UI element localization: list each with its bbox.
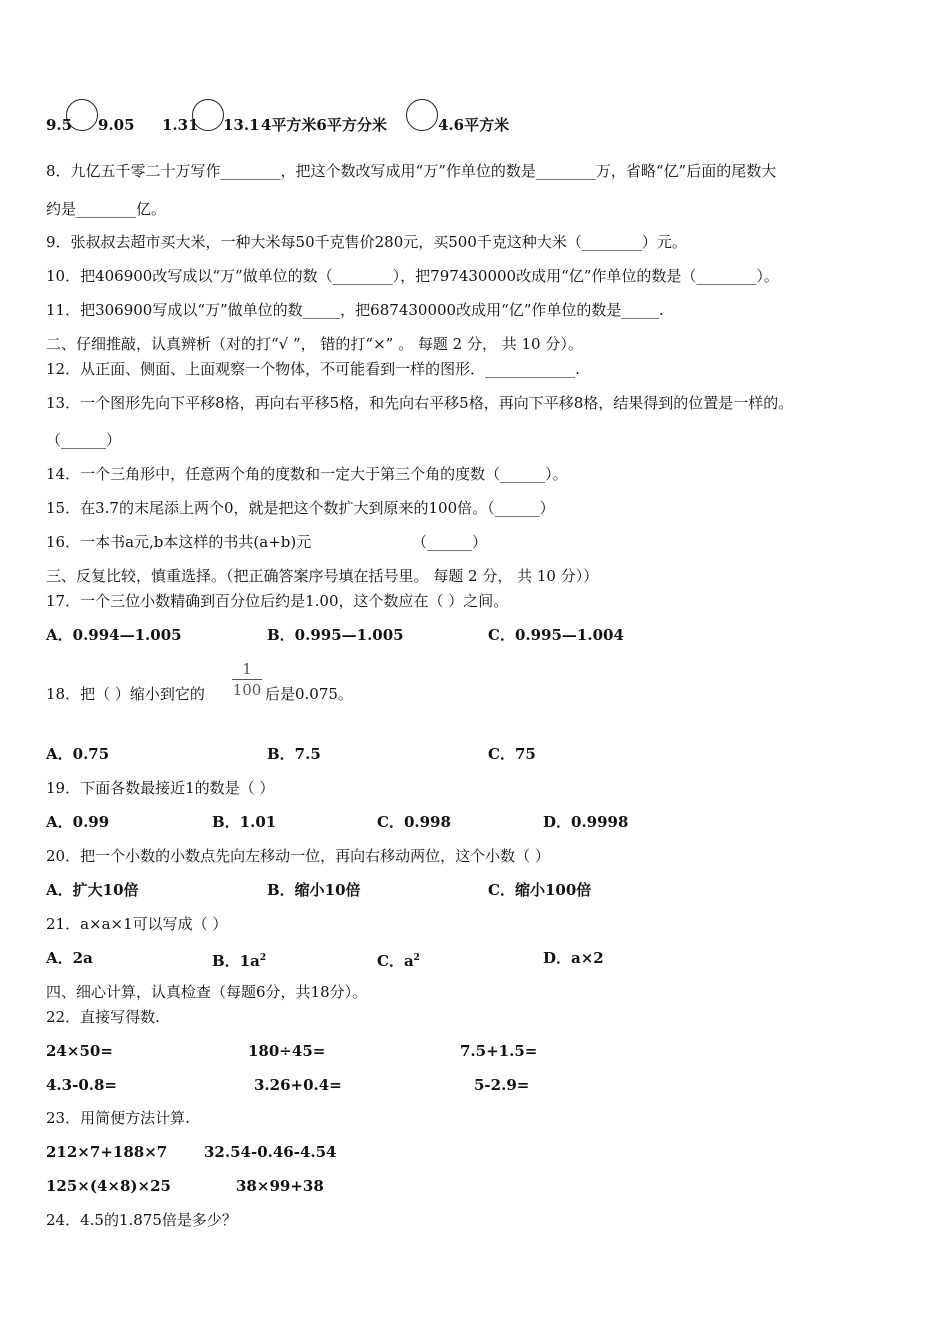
compare-a1: 9.5 [46, 116, 73, 134]
q18-fraction-num: 1 [242, 660, 252, 678]
q19-option-d[interactable]: D．0.9998 [543, 813, 629, 831]
q23-r1c1: 212×7+188×7 [46, 1143, 168, 1161]
q16-text: 16．一本书a元,b本这样的书共(a+b)元 [46, 533, 312, 551]
q22-r1c2: 180÷45= [248, 1042, 326, 1060]
q20-option-c[interactable]: C．缩小100倍 [488, 881, 592, 899]
q21-option-c-sup: 2 [413, 953, 420, 963]
q19-option-a[interactable]: A．0.99 [46, 813, 110, 831]
q17-option-a[interactable]: A．0.994—1.005 [46, 626, 182, 644]
q21-option-c[interactable] [377, 948, 420, 971]
q21-option-b-text: B．1a [212, 952, 260, 970]
q18-option-c[interactable]: C．75 [488, 745, 536, 763]
compare-c2: 4.6平方米 [438, 116, 510, 134]
q17: 17．一个三位小数精确到百分位后约是1.00，这个数应在（ ）之间。 [46, 592, 509, 610]
q22-r1c3: 7.5+1.5= [460, 1042, 538, 1060]
compare-b2: 13.1 [223, 116, 260, 134]
q22-r2c1: 4.3-0.8= [46, 1076, 117, 1094]
q13-line2: （______） [46, 431, 122, 449]
compare-c1: 4平方米6平方分米 [261, 116, 387, 134]
q20-option-a[interactable]: A．扩大10倍 [46, 881, 139, 899]
q21-option-b[interactable] [212, 948, 266, 971]
q18-post: 后是0.075。 [265, 685, 353, 703]
q17-option-b[interactable]: B．0.995—1.005 [267, 626, 404, 644]
q8-line2: 约是________亿。 [46, 200, 167, 218]
q17-option-c[interactable]: C．0.995—1.004 [488, 626, 624, 644]
q20: 20．把一个小数的小数点先向左移动一位，再向右移动两位，这个小数（ ） [46, 847, 550, 865]
q18-pre: 18．把（ ）缩小到它的 [46, 685, 205, 703]
q21-option-c-text: C．a [377, 952, 414, 970]
q21-option-b-sup: 2 [259, 953, 267, 963]
q21-option-d[interactable]: D．a×2 [543, 949, 604, 967]
q11: 11．把306900写成以“万”做单位的数_____，把687430000改成用“亿”作单位的数是_____. [46, 301, 664, 319]
q21: 21．a×a×1可以写成（ ） [46, 915, 228, 933]
q10: 10．把406900改写成以“万”做单位的数（________），把797430000改成用“亿”作单位的数是（________）。 [46, 267, 779, 285]
q18-option-a[interactable]: A．0.75 [46, 745, 110, 763]
q22-r2c2: 3.26+0.4= [254, 1076, 342, 1094]
q20-option-b[interactable]: B．缩小10倍 [267, 881, 361, 899]
section-4-heading: 四、细心计算，认真检查（每题6分，共18分）。 [46, 983, 368, 1001]
q18-option-b[interactable]: B．7.5 [267, 745, 321, 763]
q19: 19．下面各数最接近1的数是（ ） [46, 779, 275, 797]
q12: 12．从正面、侧面、上面观察一个物体，不可能看到一样的图形．____________. [46, 360, 580, 378]
q23-title: 23．用简便方法计算. [46, 1109, 190, 1127]
q23-r1c2: 32.54-0.46-4.54 [204, 1143, 337, 1161]
q23-r2c1: 125×(4×8)×25 [46, 1177, 171, 1195]
q22-r1c1: 24×50= [46, 1042, 113, 1060]
q24: 24．4.5的1.875倍是多少？ [46, 1211, 237, 1229]
q23-r2c2: 38×99+38 [236, 1177, 324, 1195]
q13-line1: 13．一个图形先向下平移8格，再向右平移5格，和先向右平移5格，再向下平移8格，结果得到的位置是一样的。 [46, 394, 794, 412]
q21-option-a[interactable]: A．2a [46, 949, 93, 967]
q22-r2c3: 5-2.9= [474, 1076, 530, 1094]
q18-fraction-den: 100 [232, 681, 262, 699]
q9: 9．张叔叔去超市买大米，一种大米每50千克售价280元，买500千克这种大米（________）元。 [46, 233, 687, 251]
section-2-heading: 二、仔细推敲，认真辨析（对的打“√ ”， 错的打“×” 。 每题 2 分， 共 10 分）。 [46, 335, 583, 353]
compare-b1: 1.31 [162, 116, 199, 134]
q8-line1: 8．九亿五千零二十万写作________，把这个数改写成用“万”作单位的数是________万，省略“亿”后面的尾数大 [46, 162, 777, 180]
q19-option-b[interactable]: B．1.01 [212, 813, 277, 831]
compare-a2: 9.05 [98, 116, 135, 134]
q19-option-c[interactable]: C．0.998 [377, 813, 451, 831]
q18-fraction [231, 660, 263, 699]
fraction-bar [232, 679, 262, 680]
q16-blank: （______） [412, 533, 488, 551]
q22-title: 22．直接写得数. [46, 1008, 160, 1026]
q15: 15．在3.7的末尾添上两个0，就是把这个数扩大到原来的100倍。（______） [46, 499, 555, 517]
compare-circle-3[interactable] [406, 99, 438, 131]
section-3-heading: 三、反复比较，慎重选择。（把正确答案序号填在括号里。 每题 2 分， 共 10 分）） [46, 567, 599, 585]
q14: 14．一个三角形中，任意两个角的度数和一定大于第三个角的度数（______）。 [46, 465, 568, 483]
